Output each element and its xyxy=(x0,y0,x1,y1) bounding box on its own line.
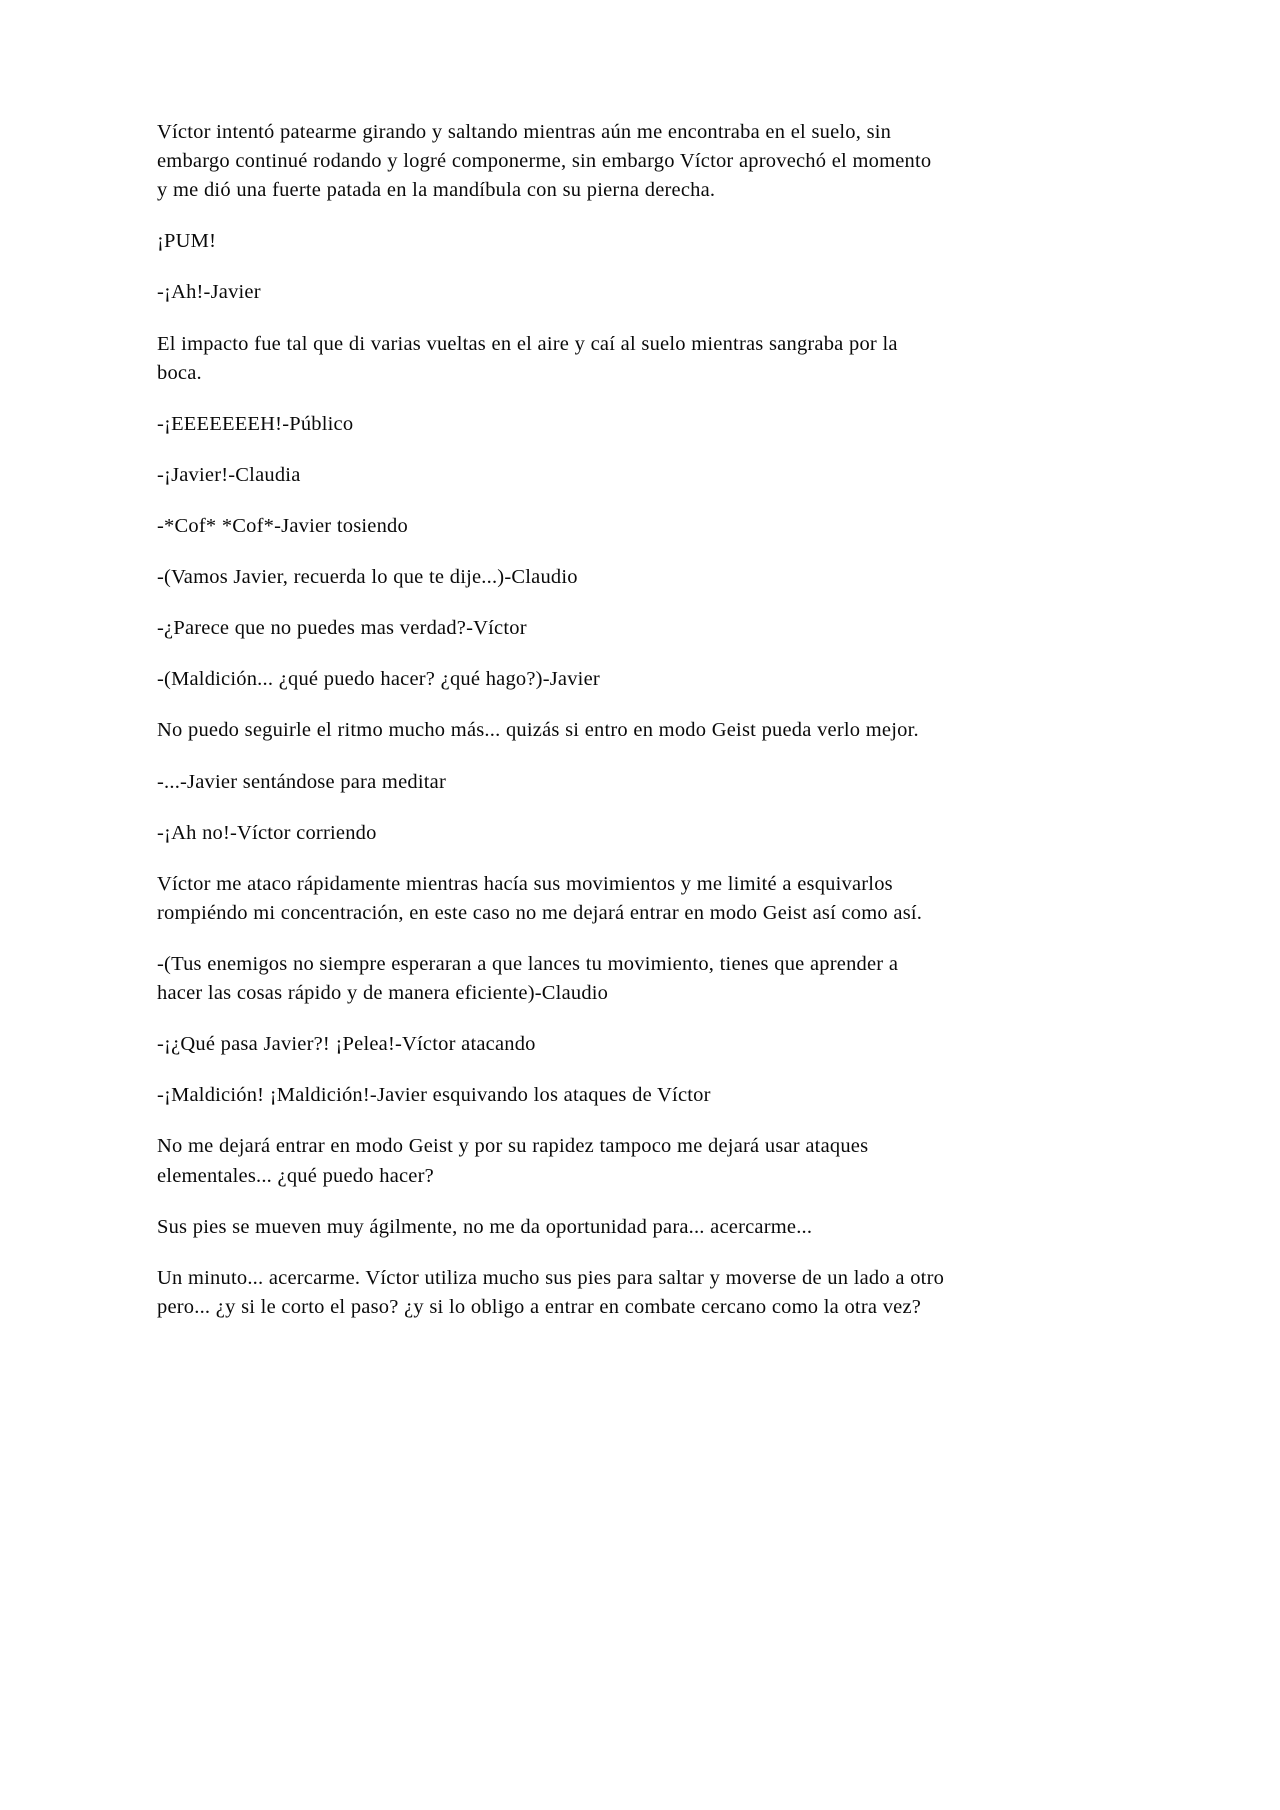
paragraph: Víctor me ataco rápidamente mientras hacía sus movimientos y me limité a esquivarlos rompiéndo mi concentración, en este caso no me dejará entrar en modo Geist así como así. xyxy=(157,872,923,924)
paragraph: Un minuto... acercarme. Víctor utiliza mucho sus pies para saltar y moverse de un lado a otro pero... ¿y si le corto el paso? ¿y si lo obligo a entrar en combate cercano como la otra vez? xyxy=(157,1266,945,1318)
paragraph: -¡¿Qué pasa Javier?! ¡Pelea!-Víctor atacando xyxy=(157,1033,536,1056)
paragraph: -¡Ah no!-Víctor corriendo xyxy=(157,821,377,844)
paragraph: -(Maldición... ¿qué puedo hacer? ¿qué hago?)-Javier xyxy=(157,668,600,691)
paragraph: Sus pies se mueven muy ágilmente, no me da oportunidad para... acercarme... xyxy=(157,1215,813,1238)
paragraph: El impacto fue tal que di varias vueltas en el aire y caí al suelo mientras sangraba por la boca. xyxy=(157,332,898,384)
paragraph: No me dejará entrar en modo Geist y por su rapidez tampoco me dejará usar ataques elementales... ¿qué puedo hacer? xyxy=(157,1135,869,1187)
paragraph: -*Cof* *Cof*-Javier tosiendo xyxy=(157,514,408,537)
paragraph: -¿Parece que no puedes mas verdad?-Víctor xyxy=(157,617,527,640)
paragraph: -¡Javier!-Claudia xyxy=(157,463,301,486)
paragraph: -¡Ah!-Javier xyxy=(157,281,261,304)
paragraph: No puedo seguirle el ritmo mucho más... quizás si entro en modo Geist pueda verlo mejor. xyxy=(157,719,919,742)
document-body xyxy=(157,118,947,1322)
paragraph: -(Vamos Javier, recuerda lo que te dije...)-Claudio xyxy=(157,566,578,589)
paragraph: -...-Javier sentándose para meditar xyxy=(157,770,446,793)
paragraph: ¡PUM! xyxy=(157,230,217,253)
paragraph: -¡EEEEEEEH!-Público xyxy=(157,412,354,435)
paragraph: -(Tus enemigos no siempre esperaran a que lances tu movimiento, tienes que aprender a hacer las cosas rápido y de manera eficiente)-Claudio xyxy=(157,952,899,1005)
paragraph: Víctor intentó patearme girando y saltando mientras aún me encontraba en el suelo, sin embargo continué rodando y logré componerme, sin embargo Víctor aprovechó el momento y me dió una fuerte patada en la mandíbula con su pierna derecha. xyxy=(157,121,932,202)
paragraph: -¡Maldición! ¡Maldición!-Javier esquivando los ataques de Víctor xyxy=(157,1084,711,1107)
